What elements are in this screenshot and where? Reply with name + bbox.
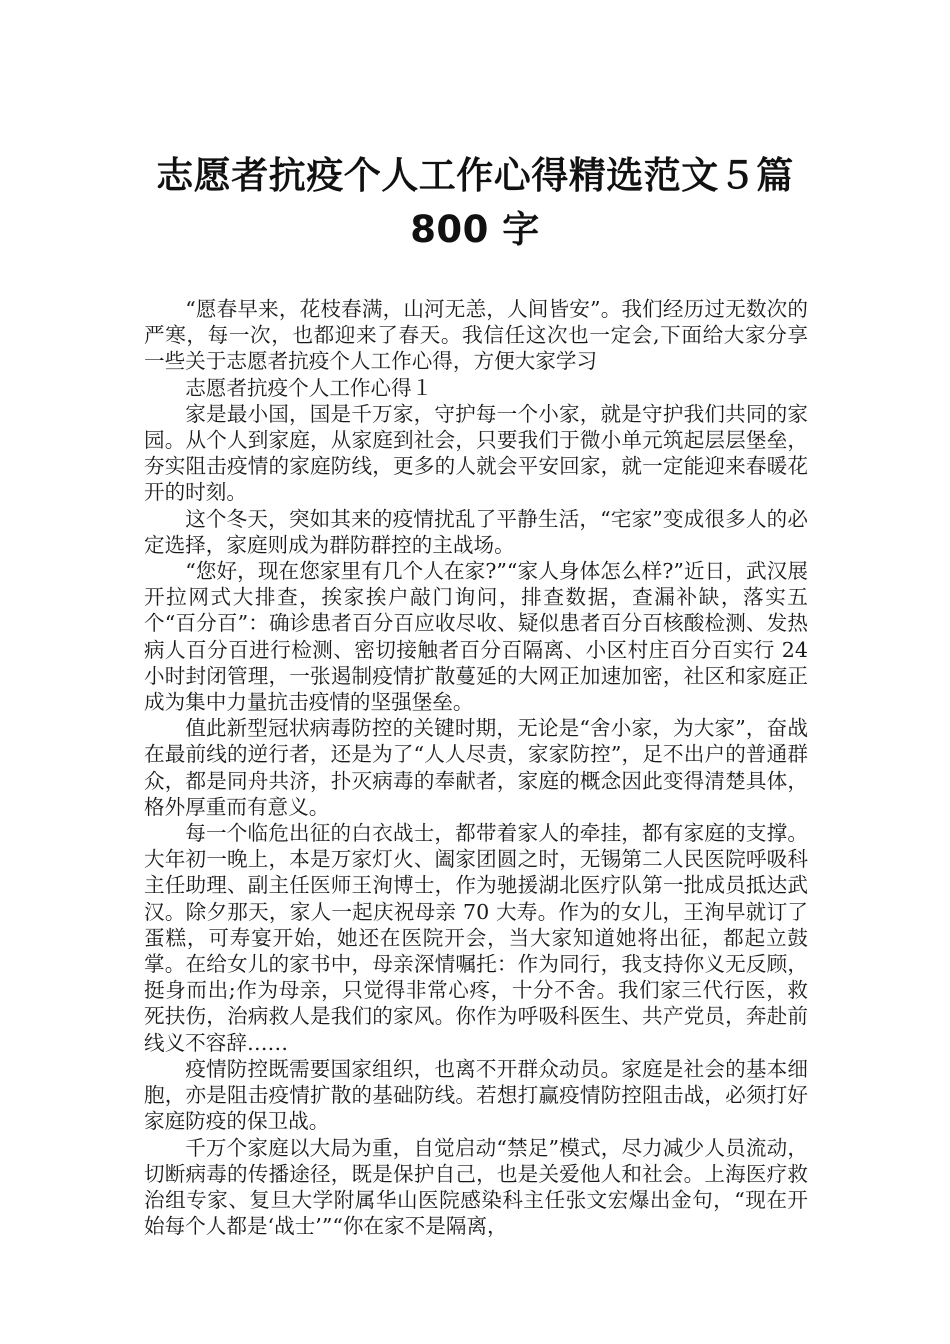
document-title: [120, 149, 830, 257]
title-line-1: 志愿者抗疫个人工作心得精选范文５篇: [156, 153, 794, 197]
body-paragraph: 值此新型冠状病毒防控的关键时期，无论是“舍小家，为大家”，奋战在最前线的逆行者，还是为了“人人尽责，家家防控”，足不出户的普通群众，都是同舟共济，扑灭病毒的奉献者，家庭的概念因此变得清楚具体，格外厚重而有意义。: [144, 716, 808, 819]
body-paragraph: 家是最小国，国是千万家，守护每一个小家，就是守护我们共同的家园。从个人到家庭，从家庭到社会，只要我们于微小单元筑起层层堡垒，夯实阻击疫情的家庭防线，更多的人就会平安回家，就一定能迎来春暖花开的时刻。: [144, 401, 808, 505]
intro-paragraph: “愿春早来，花枝春满，山河无恙，人间皆安”。我们经历过无数次的严寒，每一次，也都迎来了春天。我信任这次也一定会,下面给大家分享一些关于志愿者抗疫个人工作心得，方便大家学习: [144, 297, 808, 374]
body-paragraph: 千万个家庭以大局为重，自觉启动“禁足”模式，尽力减少人员流动，切断病毒的传播途径，既是保护自己，也是关爱他人和社会。上海医疗救治组专家、复旦大学附属华山医院感染科主任张文宏爆出金句，“现在开始每个人都是‘战士’”“你在家不是隔离，: [144, 1135, 808, 1239]
body-paragraph: 疫情防控既需要国家组织，也离不开群众动员。家庭是社会的基本细胞，亦是阻击疫情扩散的基础防线。若想打赢疫情防控阻击战，必须打好家庭防疫的保卫战。: [144, 1056, 808, 1134]
section-heading: 志愿者抗疫个人工作心得１: [185, 375, 433, 400]
document-body: [144, 296, 808, 1239]
body-paragraph: 这个冬天，突如其来的疫情扰乱了平静生活，“宅家”变成很多人的必定选择，家庭则成为群防群控的主战场。: [144, 506, 808, 557]
title-line-2: 800 字: [410, 207, 540, 251]
body-paragraph: 每一个临危出征的白衣战士，都带着家人的牵挂，都有家庭的支撑。大年初一晚上，本是万家灯火、阖家团圆之时，无锡第二人民医院呼吸科主任助理、副主任医师王洵博士，作为驰援湖北医疗队第一批成员抵达武汉。除夕那天，家人一起庆祝母亲 70 大寿。作为的女儿，王洵早就订了蛋糕，可寿宴开始，她还在医院开会，当大家知道她将出征，都起立鼓掌。在给女儿的家书中，母亲深情嘱托：作为同行，我支持你义无反顾，挺身而出;作为母亲，只觉得非常心疼，十分不舍。我们家三代行医，救死扶伤，治病救人是我们的家风。你作为呼吸科医生、共产党员，奔赴前线义不容辞……: [144, 821, 808, 1055]
body-paragraph: “您好，现在您家里有几个人在家?”“家人身体怎么样?”近日，武汉展开拉网式大排查，挨家挨户敲门询问，排查数据，查漏补缺，落实五个“百分百”：确诊患者百分百应收尽收、疑似患者百分百核酸检测、发热病人百分百进行检测、密切接触者百分百隔离、小区村庄百分百实行 24 小时封闭管理，一张遏制疫情扩散蔓延的大网正加速加密，社区和家庭正成为集中力量抗击疫情的坚强堡垒。: [144, 559, 808, 715]
